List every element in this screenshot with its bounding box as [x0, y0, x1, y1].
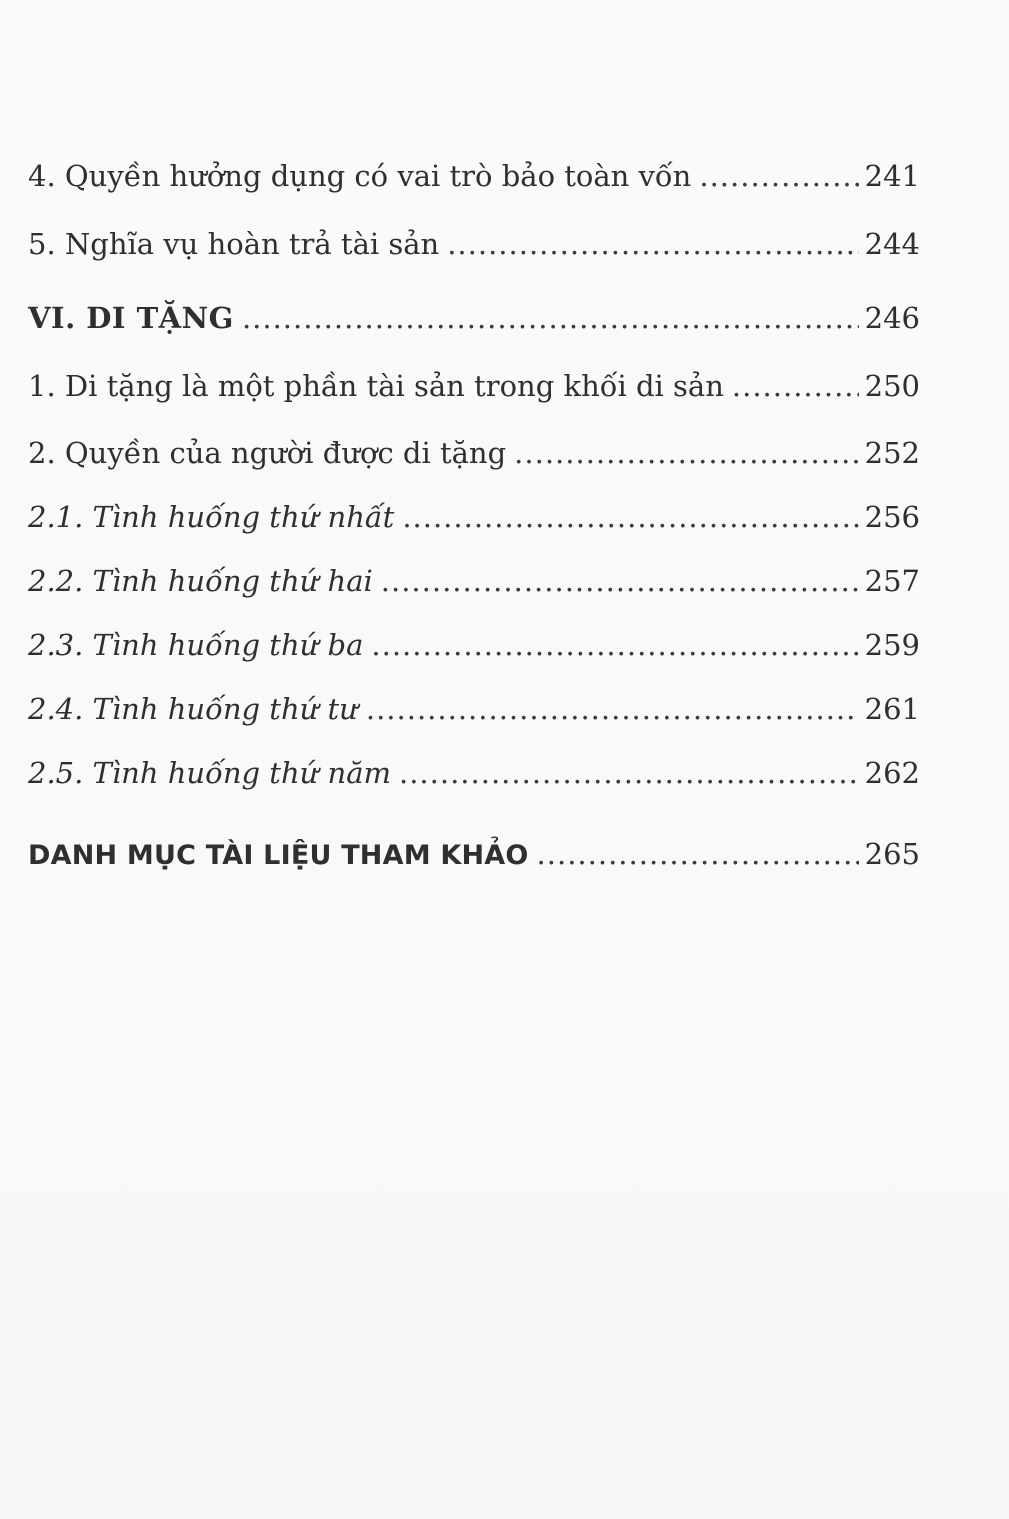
toc-entry: [28, 159, 920, 193]
toc-bibliography-heading: [28, 837, 920, 871]
dot-leader: [371, 631, 858, 660]
dot-leader: [732, 372, 859, 401]
toc-entry-title: 1. Di tặng là một phần tài sản trong khối di sản: [28, 369, 724, 403]
dot-leader: [381, 567, 859, 596]
toc-subentry: [28, 692, 920, 726]
dot-leader: [399, 759, 859, 788]
toc-entry: [28, 436, 920, 470]
toc-entry-title: 4. Quyền hưởng dụng có vai trò bảo toàn vốn: [28, 159, 692, 193]
toc-entry: [28, 227, 920, 261]
toc-subentry: [28, 756, 920, 790]
dot-leader: [402, 503, 858, 532]
toc-entry-title: 2.4. Tình huống thứ tư: [28, 692, 358, 726]
toc-section-heading: [28, 301, 920, 335]
toc-entry-title: VI. DI TẶNG: [28, 301, 234, 335]
dot-leader: [366, 695, 859, 724]
toc-entry-page: 259: [864, 628, 920, 662]
toc-entry-page: 244: [864, 227, 920, 261]
toc-entry-page: 257: [864, 564, 920, 598]
toc-subentry: [28, 500, 920, 534]
toc-entry-title: 2.2. Tình huống thứ hai: [28, 564, 373, 598]
toc-entry-page: 261: [864, 692, 920, 726]
toc-entry: [28, 369, 920, 403]
toc-entry-title: 5. Nghĩa vụ hoàn trả tài sản: [28, 227, 440, 261]
toc-entry-title: 2. Quyền của người được di tặng: [28, 436, 507, 470]
toc-entry-title: 2.3. Tình huống thứ ba: [28, 628, 364, 662]
toc-subentry: [28, 628, 920, 662]
dot-leader: [242, 304, 859, 333]
dot-leader: [514, 439, 858, 468]
dot-leader: [537, 840, 859, 869]
toc-subentry: [28, 564, 920, 598]
toc-entry-title: DANH MỤC TÀI LIỆU THAM KHẢO: [28, 840, 529, 871]
toc-entry-page: 246: [864, 301, 920, 335]
toc-entry-page: 252: [864, 436, 920, 470]
dot-leader: [699, 162, 858, 191]
toc-entry-page: 265: [864, 837, 920, 871]
toc-entry-page: 256: [864, 500, 920, 534]
dot-leader: [447, 230, 858, 259]
toc-entry-title: 2.1. Tình huống thứ nhất: [28, 500, 395, 534]
toc-entry-page: 241: [864, 159, 920, 193]
toc-entry-page: 262: [864, 756, 920, 790]
toc-entry-page: 250: [864, 369, 920, 403]
toc-entry-title: 2.5. Tình huống thứ năm: [28, 756, 391, 790]
